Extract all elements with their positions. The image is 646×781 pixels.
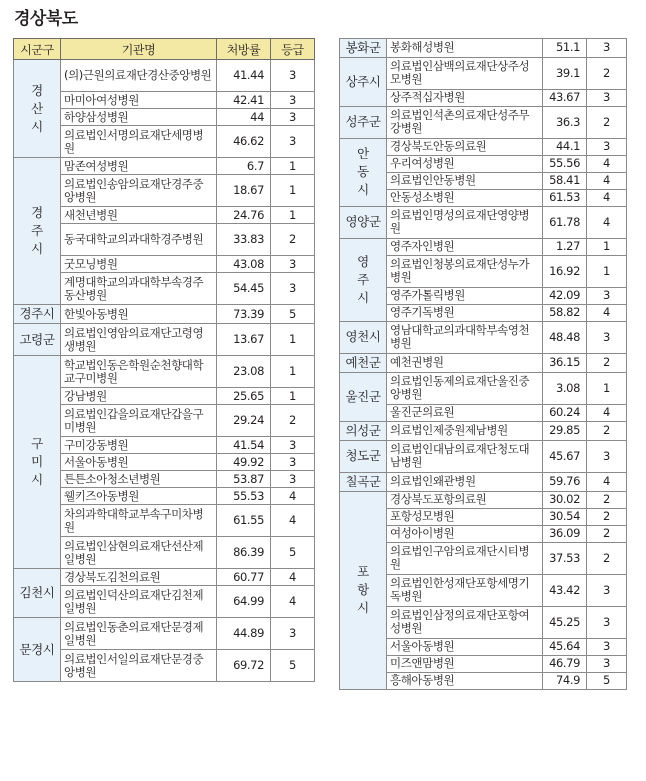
institution-cell: 의료법인명성의료재단영양병원 xyxy=(387,206,543,238)
page-title: 경상북도 xyxy=(14,9,78,29)
institution-cell: 미즈앤맘병원 xyxy=(387,655,543,672)
grade-cell: 3 xyxy=(587,638,627,655)
rate-cell: 16.92 xyxy=(543,255,587,287)
grade-cell: 3 xyxy=(587,38,627,57)
rate-cell: 36.09 xyxy=(543,525,587,542)
rate-cell: 36.3 xyxy=(543,106,587,138)
grade-cell: 3 xyxy=(271,92,315,109)
region-cell: 예천군 xyxy=(340,353,387,372)
institution-cell: 영남대학교의과대학부속영천병원 xyxy=(387,321,543,353)
institution-cell: 상주적십자병원 xyxy=(387,89,543,106)
rate-cell: 39.1 xyxy=(543,57,587,89)
rate-cell: 45.64 xyxy=(543,638,587,655)
institution-cell: 흥해아동병원 xyxy=(387,672,543,689)
table-row xyxy=(340,321,627,353)
institution-cell: 의료법인동제의료재단울진중앙병원 xyxy=(387,372,543,404)
grade-cell: 5 xyxy=(271,537,315,569)
grade-cell: 3 xyxy=(271,454,315,471)
rate-cell: 24.76 xyxy=(217,207,271,224)
institution-cell: 의료법인송암의료재단경주중앙병원 xyxy=(61,175,217,207)
rate-cell: 60.77 xyxy=(217,569,271,586)
institution-cell: 의료법인덕산의료재단김천제일병원 xyxy=(61,586,217,618)
region-cell: 안동시 xyxy=(340,138,387,206)
grade-cell: 4 xyxy=(587,155,627,172)
grade-cell: 4 xyxy=(587,189,627,206)
rate-cell: 64.99 xyxy=(217,586,271,618)
region-cell: 경주시 xyxy=(14,158,61,305)
rate-cell: 86.39 xyxy=(217,537,271,569)
grade-cell: 4 xyxy=(587,172,627,189)
table-row xyxy=(340,440,627,472)
institution-cell: 의료법인제중원제남병원 xyxy=(387,421,543,440)
table-row xyxy=(340,491,627,508)
institution-cell: 튼튼소아청소년병원 xyxy=(61,471,217,488)
table-row xyxy=(14,324,315,356)
institution-cell: 한빛아동병원 xyxy=(61,305,217,324)
rate-cell: 69.72 xyxy=(217,650,271,682)
rate-cell: 61.78 xyxy=(543,206,587,238)
header-rate: 처방률 xyxy=(217,39,271,60)
rate-cell: 58.82 xyxy=(543,304,587,321)
grade-cell: 3 xyxy=(271,437,315,454)
grade-cell: 3 xyxy=(271,471,315,488)
grade-cell: 3 xyxy=(587,321,627,353)
region-cell: 상주시 xyxy=(340,57,387,106)
grade-cell: 1 xyxy=(587,372,627,404)
grade-cell: 3 xyxy=(587,655,627,672)
institution-cell: 서울아동병원 xyxy=(387,638,543,655)
institution-cell: 마미아여성병원 xyxy=(61,92,217,109)
region-cell: 칠곡군 xyxy=(340,472,387,491)
institution-cell: 의료법인삼현의료재단선산제일병원 xyxy=(61,537,217,569)
institution-cell: 의료법인서명의료재단세명병원 xyxy=(61,126,217,158)
institution-cell: 안동성소병원 xyxy=(387,189,543,206)
institution-cell: 의료법인서일의료재단문경중앙병원 xyxy=(61,650,217,682)
rate-cell: 18.67 xyxy=(217,175,271,207)
institution-cell: 의료법인삼정의료재단포항여성병원 xyxy=(387,606,543,638)
table-body-left xyxy=(14,60,315,682)
rate-cell: 48.48 xyxy=(543,321,587,353)
table-row xyxy=(340,238,627,255)
grade-cell: 2 xyxy=(587,525,627,542)
table-row xyxy=(14,305,315,324)
hospital-table-right xyxy=(339,38,627,690)
region-cell: 영천시 xyxy=(340,321,387,353)
region-cell: 문경시 xyxy=(14,618,61,682)
grade-cell: 5 xyxy=(271,305,315,324)
rate-cell: 51.1 xyxy=(543,38,587,57)
grade-cell: 4 xyxy=(271,488,315,505)
rate-cell: 30.54 xyxy=(543,508,587,525)
rate-cell: 42.41 xyxy=(217,92,271,109)
institution-cell: 경상북도포항의료원 xyxy=(387,491,543,508)
institution-cell: 강남병원 xyxy=(61,388,217,405)
rate-cell: 41.44 xyxy=(217,60,271,92)
institution-cell: 영주가톨릭병원 xyxy=(387,287,543,304)
rate-cell: 73.39 xyxy=(217,305,271,324)
table-row xyxy=(340,106,627,138)
rate-cell: 44 xyxy=(217,109,271,126)
grade-cell: 4 xyxy=(271,569,315,586)
grade-cell: 2 xyxy=(587,542,627,574)
institution-cell: 계명대학교의과대학부속경주동산병원 xyxy=(61,273,217,305)
table-row xyxy=(340,38,627,57)
grade-cell: 4 xyxy=(587,304,627,321)
institution-cell: 서울아동병원 xyxy=(61,454,217,471)
region-cell: 영양군 xyxy=(340,206,387,238)
grade-cell: 2 xyxy=(271,405,315,437)
region-cell: 구미시 xyxy=(14,356,61,569)
rate-cell: 55.56 xyxy=(543,155,587,172)
region-cell: 의성군 xyxy=(340,421,387,440)
grade-cell: 1 xyxy=(587,255,627,287)
grade-cell: 4 xyxy=(587,404,627,421)
header-grade: 등급 xyxy=(271,39,315,60)
institution-cell: 우리여성병원 xyxy=(387,155,543,172)
institution-cell: 하양삼성병원 xyxy=(61,109,217,126)
table-row xyxy=(340,472,627,491)
rate-cell: 3.08 xyxy=(543,372,587,404)
grade-cell: 4 xyxy=(271,586,315,618)
institution-cell: 웰키즈아동병원 xyxy=(61,488,217,505)
region-cell: 봉화군 xyxy=(340,38,387,57)
institution-cell: 새천년병원 xyxy=(61,207,217,224)
grade-cell: 2 xyxy=(587,106,627,138)
region-cell: 영주시 xyxy=(340,238,387,321)
grade-cell: 3 xyxy=(587,606,627,638)
header-region: 시군구 xyxy=(14,39,61,60)
rate-cell: 54.45 xyxy=(217,273,271,305)
institution-cell: 의료법인삼백의료재단상주성모병원 xyxy=(387,57,543,89)
institution-cell: 맘존여성병원 xyxy=(61,158,217,175)
institution-cell: 의료법인동춘의료재단문경제일병원 xyxy=(61,618,217,650)
rate-cell: 30.02 xyxy=(543,491,587,508)
grade-cell: 3 xyxy=(587,89,627,106)
rate-cell: 46.79 xyxy=(543,655,587,672)
rate-cell: 74.9 xyxy=(543,672,587,689)
rate-cell: 45.67 xyxy=(543,440,587,472)
header-institution: 기관명 xyxy=(61,39,217,60)
grade-cell: 4 xyxy=(587,472,627,491)
rate-cell: 61.55 xyxy=(217,505,271,537)
institution-cell: 봉화해성병원 xyxy=(387,38,543,57)
grade-cell: 4 xyxy=(271,505,315,537)
institution-cell: 포항성모병원 xyxy=(387,508,543,525)
grade-cell: 2 xyxy=(271,224,315,256)
institution-cell: 경상북도김천의료원 xyxy=(61,569,217,586)
grade-cell: 3 xyxy=(271,618,315,650)
grade-cell: 3 xyxy=(271,126,315,158)
institution-cell: 의료법인갑을의료재단갑을구미병원 xyxy=(61,405,217,437)
rate-cell: 44.89 xyxy=(217,618,271,650)
rate-cell: 43.42 xyxy=(543,574,587,606)
rate-cell: 60.24 xyxy=(543,404,587,421)
institution-cell: 여성아이병원 xyxy=(387,525,543,542)
institution-cell: 굿모닝병원 xyxy=(61,256,217,273)
rate-cell: 13.67 xyxy=(217,324,271,356)
institution-cell: 의료법인왜관병원 xyxy=(387,472,543,491)
grade-cell: 1 xyxy=(271,356,315,388)
table-row xyxy=(340,372,627,404)
institution-cell: 의료법인안동병원 xyxy=(387,172,543,189)
region-cell: 울진군 xyxy=(340,372,387,421)
institution-cell: 의료법인석촌의료재단성주무강병원 xyxy=(387,106,543,138)
region-cell: 김천시 xyxy=(14,569,61,618)
grade-cell: 1 xyxy=(271,388,315,405)
table-row xyxy=(340,353,627,372)
rate-cell: 23.08 xyxy=(217,356,271,388)
grade-cell: 1 xyxy=(271,207,315,224)
grade-cell: 3 xyxy=(587,138,627,155)
grade-cell: 2 xyxy=(587,421,627,440)
grade-cell: 3 xyxy=(271,273,315,305)
institution-cell: 의료법인대남의료재단청도대남병원 xyxy=(387,440,543,472)
rate-cell: 36.15 xyxy=(543,353,587,372)
rate-cell: 59.76 xyxy=(543,472,587,491)
grade-cell: 2 xyxy=(587,57,627,89)
grade-cell: 1 xyxy=(587,238,627,255)
institution-cell: 동국대학교의과대학경주병원 xyxy=(61,224,217,256)
institution-cell: 영주기독병원 xyxy=(387,304,543,321)
rate-cell: 1.27 xyxy=(543,238,587,255)
rate-cell: 37.53 xyxy=(543,542,587,574)
grade-cell: 3 xyxy=(271,109,315,126)
hospital-table-left xyxy=(13,38,315,682)
rate-cell: 43.08 xyxy=(217,256,271,273)
table-row xyxy=(14,60,315,92)
region-cell: 경산시 xyxy=(14,60,61,158)
grade-cell: 3 xyxy=(587,287,627,304)
region-cell: 경주시 xyxy=(14,305,61,324)
table-row xyxy=(14,356,315,388)
rate-cell: 58.41 xyxy=(543,172,587,189)
table-row xyxy=(14,618,315,650)
rate-cell: 61.53 xyxy=(543,189,587,206)
grade-cell: 1 xyxy=(271,324,315,356)
rate-cell: 46.62 xyxy=(217,126,271,158)
grade-cell: 4 xyxy=(587,206,627,238)
region-cell: 고령군 xyxy=(14,324,61,356)
table-row xyxy=(340,206,627,238)
region-cell: 성주군 xyxy=(340,106,387,138)
rate-cell: 43.67 xyxy=(543,89,587,106)
table-header-row xyxy=(14,39,315,60)
grade-cell: 5 xyxy=(271,650,315,682)
rate-cell: 45.25 xyxy=(543,606,587,638)
grade-cell: 1 xyxy=(271,158,315,175)
rate-cell: 42.09 xyxy=(543,287,587,304)
rate-cell: 55.53 xyxy=(217,488,271,505)
grade-cell: 3 xyxy=(587,574,627,606)
grade-cell: 2 xyxy=(587,508,627,525)
rate-cell: 53.87 xyxy=(217,471,271,488)
region-cell: 청도군 xyxy=(340,440,387,472)
grade-cell: 2 xyxy=(587,491,627,508)
institution-cell: 의료법인청봉의료재단성누가병원 xyxy=(387,255,543,287)
rate-cell: 25.65 xyxy=(217,388,271,405)
rate-cell: 49.92 xyxy=(217,454,271,471)
table-row xyxy=(340,57,627,89)
institution-cell: 의료법인영암의료재단고령영생병원 xyxy=(61,324,217,356)
table-row xyxy=(14,158,315,175)
table-row xyxy=(14,569,315,586)
table-row xyxy=(340,138,627,155)
grade-cell: 2 xyxy=(587,353,627,372)
institution-cell: 구미강동병원 xyxy=(61,437,217,454)
grade-cell: 3 xyxy=(271,60,315,92)
grade-cell: 3 xyxy=(587,440,627,472)
institution-cell: 학교법인동은학원순천향대학교구미병원 xyxy=(61,356,217,388)
institution-cell: 영주자인병원 xyxy=(387,238,543,255)
institution-cell: 차의과학대학교부속구미차병원 xyxy=(61,505,217,537)
rate-cell: 33.83 xyxy=(217,224,271,256)
institution-cell: 의료법인구암의료재단시티병원 xyxy=(387,542,543,574)
institution-cell: 울진군의료원 xyxy=(387,404,543,421)
table-body-right xyxy=(340,38,627,689)
institution-cell: (의)근원의료재단경산중앙병원 xyxy=(61,60,217,92)
rate-cell: 44.1 xyxy=(543,138,587,155)
rate-cell: 29.24 xyxy=(217,405,271,437)
rate-cell: 6.7 xyxy=(217,158,271,175)
region-cell: 포항시 xyxy=(340,491,387,689)
grade-cell: 1 xyxy=(271,175,315,207)
institution-cell: 예천권병원 xyxy=(387,353,543,372)
grade-cell: 5 xyxy=(587,672,627,689)
rate-cell: 29.85 xyxy=(543,421,587,440)
table-row xyxy=(340,421,627,440)
grade-cell: 3 xyxy=(271,256,315,273)
institution-cell: 경상북도안동의료원 xyxy=(387,138,543,155)
institution-cell: 의료법인한성재단포항세명기독병원 xyxy=(387,574,543,606)
rate-cell: 41.54 xyxy=(217,437,271,454)
